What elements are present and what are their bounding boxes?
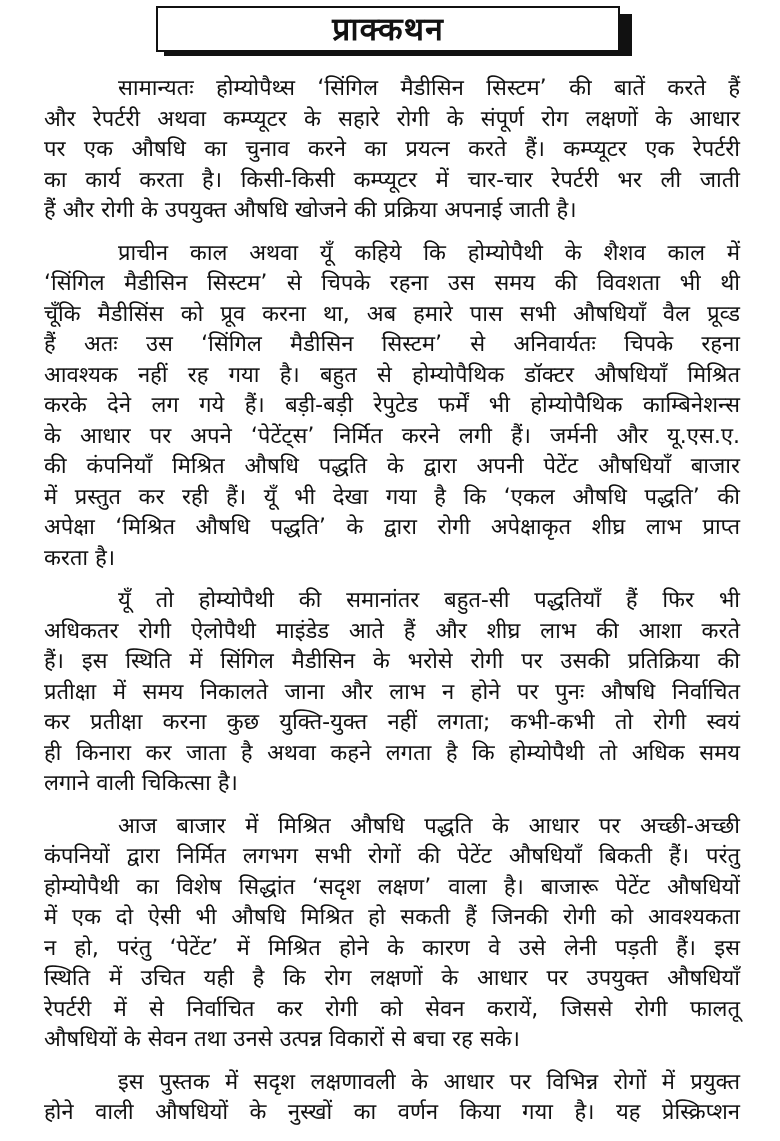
text-line: चूँकि मैडीसिंस को प्रूव करना था, अब हमारे पास सभी औषधियाँ वैल प्रूव्ड xyxy=(44,301,740,327)
paragraph-1 xyxy=(44,74,740,227)
text-line: कर प्रतीक्षा करना कुछ युक्ति-युक्त नहीं लगता; कभी-कभी तो रोगी स्वयं xyxy=(44,710,740,735)
text-line: की कंपनियाँ मिश्रित औषधि पद्धति के द्वारा अपनी पेटेंट औषधियाँ बाजार xyxy=(44,454,740,479)
text-line: और रेपर्टरी अथवा कम्प्यूटर के सहारे रोगी के संपूर्ण रोग लक्षणों के आधार xyxy=(44,106,740,132)
text-line: यूँ तो होम्योपैथी की समानांतर बहुत-सी पद्धतियाँ हैं फिर भी xyxy=(118,588,740,613)
page-title: प्राक्कथन xyxy=(332,10,444,48)
text-line: हैं अतः उस ‘सिंगिल मैडीसिन सिस्टम’ से अनिवार्यतः चिपके रहना xyxy=(44,332,740,357)
text-line: औषधियों के सेवन तथा उनसे उत्पन्न विकारों से बचा रह सके। xyxy=(44,1027,520,1052)
title-frame xyxy=(156,6,632,56)
text-line: होने वाली औषधियों के नुस्खों का वर्णन किया गया है। यह प्रेस्क्रिप्शन xyxy=(44,1100,740,1125)
text-line: हैं और रोगी के उपयुक्त औषधि खोजने की प्रक्रिया अपनाई जाती है। xyxy=(44,198,577,223)
text-line: ‘सिंगिल मैडीसिन सिस्टम’ से चिपके रहना उस समय की विवशता भी थी xyxy=(44,271,740,296)
title-box xyxy=(156,6,620,52)
text-line: में प्रस्तुत कर रही हैं। यूँ भी देखा गया है कि ‘एकल औषधि पद्धति’ की xyxy=(44,484,740,510)
text-line: कंपनियों द्वारा निर्मित लगभग सभी रोगों की पेटेंट औषधियाँ बिकती हैं। परंतु xyxy=(44,844,740,869)
text-line: के आधार पर अपने ‘पेटेंट्स’ निर्मित करने लगी हैं। जर्मनी और यू.एस.ए. xyxy=(44,423,740,449)
text-line: करता है। xyxy=(44,545,116,571)
paragraph-5 xyxy=(44,1068,740,1129)
text-line: न हो, परंतु ‘पेटेंट’ में मिश्रित होने के कारण वे उसे लेनी पड़ती हैं। इस xyxy=(44,935,740,961)
text-line: करके देने लग गये हैं। बड़ी-बड़ी रेपुटेड फर्में भी होम्योपैथिक काम्बिनेशन्स xyxy=(44,393,740,418)
text-line: इस पुस्तक में सदृश लक्षणावली के आधार पर विभिन्न रोगों में प्रयुक्त xyxy=(118,1069,740,1095)
text-line: हैं। इस स्थिति में सिंगिल मैडीसिन के भरोसे रोगी पर उसकी प्रतिक्रिया की xyxy=(44,649,740,674)
text-line: ही किनारा कर जाता है अथवा कहने लगता है कि होम्योपैथी तो अधिक समय xyxy=(44,740,740,766)
text-line: रेपर्टरी में से निर्वाचित कर रोगी को सेवन करायें, जिससे रोगी फालतू xyxy=(44,996,740,1022)
text-line: स्थिति में उचित यही है कि रोग लक्षणों के आधार पर उपयुक्त औषधियाँ xyxy=(44,966,740,991)
text-line: सामान्यतः होम्योपैथ्स ‘सिंगिल मैडीसिन सिस्टम’ की बातें करते हैं xyxy=(118,76,740,101)
paragraph-4 xyxy=(44,812,740,1056)
text-line: अपेक्षा ‘मिश्रित औषधि पद्धति’ के द्वारा रोगी अपेक्षाकृत शीघ्र लाभ प्राप्त xyxy=(44,515,740,540)
text-line: प्राचीन काल अथवा यूँ कहिये कि होम्योपैथी के शैशव काल में xyxy=(118,240,740,266)
text-line: अधिकतर रोगी ऐलोपैथी माइंडेड आते हैं और शीघ्र लाभ की आशा करते xyxy=(44,618,740,644)
text-line: में एक दो ऐसी भी औषधि मिश्रित हो सकती हैं जिनकी रोगी को आवश्यकता xyxy=(44,905,740,930)
paragraph-3 xyxy=(44,586,740,800)
text-line: होम्योपैथी का विशेष सिद्धांत ‘सदृश लक्षण’ वाला है। बाजारू पेटेंट औषधियों xyxy=(44,874,740,900)
text-line: आज बाजार में मिश्रित औषधि पद्धति के आधार पर अच्छी-अच्छी xyxy=(118,813,740,839)
text-line: आवश्यक नहीं रह गया है। बहुत से होम्योपैथिक डॉक्टर औषधियाँ मिश्रित xyxy=(44,362,740,388)
paragraph-2 xyxy=(44,239,740,575)
text-line: पर एक औषधि का चुनाव करने का प्रयत्न करते हैं। कम्प्यूटर एक रेपर्टरी xyxy=(44,137,740,162)
text-line: प्रतीक्षा में समय निकालते जाना और लाभ न होने पर पुनः औषधि निर्वाचित xyxy=(44,679,740,705)
text-line: का कार्य करता है। किसी-किसी कम्प्यूटर में चार-चार रेपर्टरी भर ली जाती xyxy=(44,167,740,193)
text-line: लगाने वाली चिकित्सा है। xyxy=(44,771,238,796)
body-text xyxy=(44,74,740,1141)
